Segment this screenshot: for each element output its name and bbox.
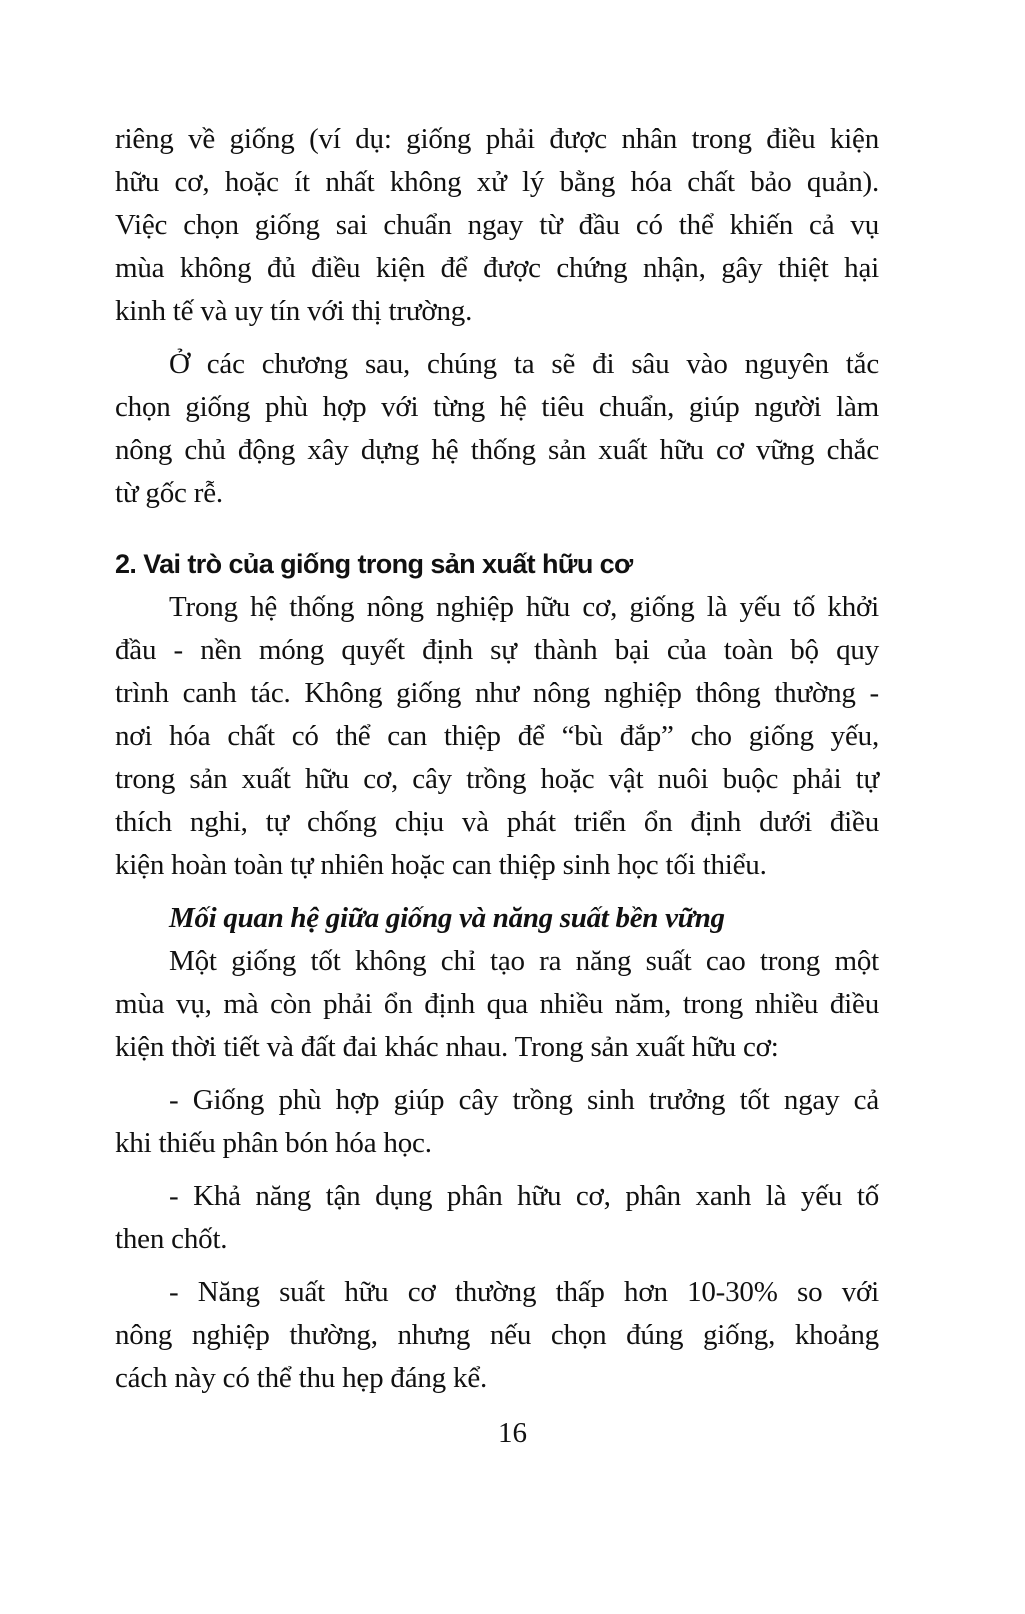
text-line: thích nghi, tự chống chịu và phát triển ổn định dưới điều [115,806,879,838]
text-line: kiện thời tiết và đất đai khác nhau. Trong sản xuất hữu cơ: [115,1031,779,1063]
spacer [115,333,879,343]
text-line: từ gốc rễ. [115,477,223,509]
spacer [115,887,879,897]
text-line: - Khả năng tận dụng phân hữu cơ, phân xanh là yếu tố [169,1180,879,1212]
paragraph-yield-stability [115,940,879,1069]
text-line: Trong hệ thống nông nghiệp hữu cơ, giống là yếu tố khởi [169,591,879,623]
text-line: kiện hoàn toàn tự nhiên hoặc can thiệp sinh học tối thiểu. [115,849,767,881]
text-line: trong sản xuất hữu cơ, cây trồng hoặc vật nuôi buộc phải tự [115,763,879,795]
subheading: Mối quan hệ giữa giống và năng suất bền vững [169,902,725,934]
text-line: nông chủ động xây dựng hệ thống sản xuất hữu cơ vững chắc [115,434,879,466]
text-line: riêng về giống (ví dụ: giống phải được nhân trong điều kiện [115,123,879,155]
bullet-item [115,1175,879,1261]
text-line: hữu cơ, hoặc ít nhất không xử lý bằng hóa chất bảo quản). [115,166,879,198]
text-column [115,118,879,1400]
text-line: khi thiếu phân bón hóa học. [115,1127,432,1159]
page-number: 16 [498,1417,527,1449]
section-heading: 2. Vai trò của giống trong sản xuất hữu cơ [115,549,633,579]
spacer [115,1165,879,1175]
text-line: cách này có thể thu hẹp đáng kể. [115,1362,488,1394]
spacer [115,1261,879,1271]
text-line: đầu - nền móng quyết định sự thành bại của toàn bộ quy [115,634,879,666]
text-line: nông nghiệp thường, nhưng nếu chọn đúng giống, khoảng [115,1319,879,1351]
text-line: trình canh tác. Không giống như nông nghiệp thông thường - [115,677,879,709]
text-line: mùa vụ, mà còn phải ổn định qua nhiều năm, trong nhiều điều [115,988,879,1020]
bullet-item [115,1079,879,1165]
text-line: then chốt. [115,1223,228,1255]
text-line: nơi hóa chất có thể can thiệp để “bù đắp” cho giống yếu, [115,720,879,752]
paragraph-intro-continuation [115,118,879,333]
text-line: mùa không đủ điều kiện để được chứng nhận, gây thiệt hại [115,252,879,284]
text-line: Việc chọn giống sai chuẩn ngay từ đầu có thể khiến cả vụ [115,209,879,241]
text-line: kinh tế và uy tín với thị trường. [115,295,473,327]
text-line: Một giống tốt không chỉ tạo ra năng suất cao trong một [169,945,879,977]
bullet-item [115,1271,879,1400]
spacer [115,515,879,543]
spacer [115,1069,879,1079]
text-line: chọn giống phù hợp với từng hệ tiêu chuẩn, giúp người làm [115,391,879,423]
text-line: Ở các chương sau, chúng ta sẽ đi sâu vào nguyên tắc [169,348,879,380]
text-line: - Năng suất hữu cơ thường thấp hơn 10-30% so với [169,1276,879,1308]
paragraph-next-chapters [115,343,879,515]
text-line: - Giống phù hợp giúp cây trồng sinh trưởng tốt ngay cả [169,1084,879,1116]
paragraph-role-of-seeds [115,586,879,887]
